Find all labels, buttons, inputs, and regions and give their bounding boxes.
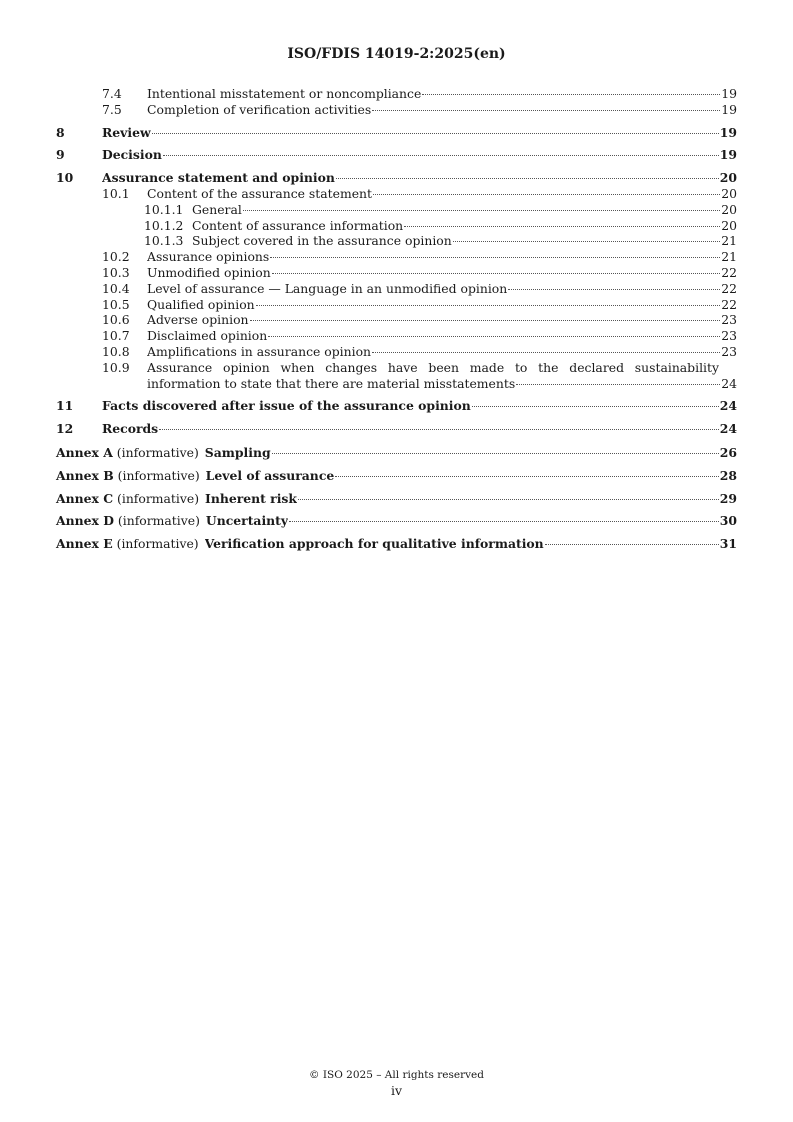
toc-entry-10-9[interactable] xyxy=(56,360,737,392)
annex-label: Annex C (informative) xyxy=(56,490,200,506)
toc-number: 9 xyxy=(56,147,65,163)
toc-entry-annex-e[interactable] xyxy=(56,536,737,552)
annex-label: Annex E (informative) xyxy=(56,536,199,552)
toc-number: 10.5 xyxy=(102,296,130,312)
toc-page: 24 xyxy=(719,421,737,437)
toc-entry-10-1-2[interactable] xyxy=(56,218,737,234)
toc-page: 23 xyxy=(721,343,737,359)
toc-page: 28 xyxy=(719,467,737,483)
toc-leader xyxy=(453,241,720,242)
toc-leader xyxy=(152,133,719,134)
toc-leader xyxy=(159,429,719,430)
toc-title: Verification approach for qualitative information xyxy=(204,536,544,552)
table-of-contents xyxy=(56,86,737,552)
toc-page: 29 xyxy=(719,490,737,506)
toc-page: 23 xyxy=(721,328,737,344)
toc-page: 20 xyxy=(721,185,737,201)
toc-leader xyxy=(268,336,720,337)
toc-leader xyxy=(404,226,720,227)
toc-number: 10.7 xyxy=(102,328,130,344)
toc-page: 19 xyxy=(721,101,737,117)
toc-title-line2: information to state that there are material misstatements xyxy=(147,375,516,391)
toc-leader xyxy=(422,94,720,95)
toc-page: 19 xyxy=(721,86,737,101)
toc-number: 10.1 xyxy=(102,185,130,201)
toc-number: 10.8 xyxy=(102,343,130,359)
toc-page: 23 xyxy=(721,312,737,328)
toc-entry-annex-d[interactable] xyxy=(56,513,737,529)
toc-leader xyxy=(372,352,720,353)
toc-entry-7-5[interactable] xyxy=(56,102,737,118)
toc-page: 22 xyxy=(721,264,737,280)
toc-leader xyxy=(243,210,720,211)
toc-title: Level of assurance — Language in an unmodified opinion xyxy=(147,280,508,296)
toc-title: Qualified opinion xyxy=(147,296,255,312)
toc-page: 20 xyxy=(719,170,737,186)
toc-entry-10-6[interactable] xyxy=(56,312,737,328)
toc-number: 12 xyxy=(56,421,74,437)
toc-leader xyxy=(372,110,720,111)
toc-number: 10 xyxy=(56,170,74,186)
toc-leader xyxy=(163,155,719,156)
toc-number: 10.9 xyxy=(102,359,130,375)
toc-entry-10-7[interactable] xyxy=(56,328,737,344)
toc-title: Unmodified opinion xyxy=(147,264,271,280)
toc-page: 22 xyxy=(721,296,737,312)
toc-title-line1: Assurance opinion when changes have been made to the declared sustainability xyxy=(147,359,719,375)
toc-number: 10.6 xyxy=(102,312,130,328)
toc-entry-8[interactable] xyxy=(56,125,737,141)
copyright-notice: © ISO 2025 – All rights reserved xyxy=(309,1069,484,1081)
toc-number: 10.2 xyxy=(102,249,130,265)
toc-entry-annex-b[interactable] xyxy=(56,468,737,484)
toc-title: General xyxy=(192,201,242,217)
toc-leader xyxy=(545,544,719,545)
toc-entry-11[interactable] xyxy=(56,398,737,414)
toc-title: Inherent risk xyxy=(205,490,297,506)
toc-page: 30 xyxy=(719,513,737,529)
toc-title: Content of assurance information xyxy=(192,217,404,233)
toc-title: Content of the assurance statement xyxy=(147,185,373,201)
toc-leader xyxy=(516,384,720,385)
toc-leader xyxy=(298,499,719,500)
annex-label: Annex A (informative) xyxy=(56,444,199,460)
toc-number: 7.4 xyxy=(102,86,122,101)
toc-entry-10-2[interactable] xyxy=(56,249,737,265)
toc-number: 10.1.3 xyxy=(144,233,184,249)
toc-title: Amplifications in assurance opinion xyxy=(147,343,372,359)
toc-entry-10[interactable] xyxy=(56,170,737,186)
annex-label: Annex D (informative) xyxy=(56,513,200,529)
toc-number: 10.1.2 xyxy=(144,217,184,233)
toc-page: 21 xyxy=(721,249,737,265)
toc-title: Assurance opinions xyxy=(147,249,270,265)
toc-page: 19 xyxy=(719,124,737,140)
toc-entry-10-1[interactable] xyxy=(56,186,737,202)
toc-number: 10.1.1 xyxy=(144,201,184,217)
toc-page: 31 xyxy=(719,536,737,552)
toc-leader xyxy=(336,178,719,179)
toc-leader xyxy=(270,257,720,258)
toc-entry-7-4[interactable] xyxy=(56,86,737,102)
toc-entry-10-1-3[interactable] xyxy=(56,233,737,249)
toc-number: 7.5 xyxy=(102,101,122,117)
toc-title: Disclaimed opinion xyxy=(147,328,268,344)
toc-entry-10-4[interactable] xyxy=(56,281,737,297)
toc-entry-10-3[interactable] xyxy=(56,265,737,281)
toc-entry-10-5[interactable] xyxy=(56,297,737,313)
toc-entry-10-8[interactable] xyxy=(56,344,737,360)
toc-page: 19 xyxy=(719,147,737,163)
toc-entry-10-1-1[interactable] xyxy=(56,202,737,218)
toc-page: 20 xyxy=(721,217,737,233)
toc-leader xyxy=(250,320,721,321)
toc-title: Intentional misstatement or noncompliance xyxy=(147,86,422,101)
toc-title: Uncertainty xyxy=(205,513,289,529)
toc-page: 24 xyxy=(721,375,737,391)
toc-page: 24 xyxy=(719,398,737,414)
toc-leader xyxy=(289,521,719,522)
toc-entry-12[interactable] xyxy=(56,421,737,437)
page-footer xyxy=(0,1067,793,1099)
toc-leader xyxy=(373,194,720,195)
toc-title: Sampling xyxy=(204,444,271,460)
toc-number: 8 xyxy=(56,124,65,140)
toc-leader xyxy=(472,406,719,407)
toc-leader xyxy=(508,289,720,290)
toc-entry-9[interactable] xyxy=(56,147,737,163)
toc-title: Completion of verification activities xyxy=(147,101,372,117)
toc-title: Level of assurance xyxy=(205,467,335,483)
toc-number: 10.4 xyxy=(102,280,130,296)
page-number: iv xyxy=(390,1083,403,1098)
toc-title: Adverse opinion xyxy=(147,312,249,328)
toc-number: 10.3 xyxy=(102,264,130,280)
toc-title: Subject covered in the assurance opinion xyxy=(192,233,452,249)
toc-page: 26 xyxy=(719,444,737,460)
toc-leader xyxy=(272,273,720,274)
toc-entry-annex-c[interactable] xyxy=(56,491,737,507)
toc-title: Decision xyxy=(102,147,162,163)
toc-title: Records xyxy=(102,421,159,437)
toc-title: Review xyxy=(102,124,151,140)
toc-entry-annex-a[interactable] xyxy=(56,445,737,461)
toc-title: Facts discovered after issue of the assurance opinion xyxy=(102,398,471,414)
annex-label: Annex B (informative) xyxy=(56,467,200,483)
toc-number: 11 xyxy=(56,398,74,414)
toc-leader xyxy=(272,453,719,454)
toc-page: 21 xyxy=(721,233,737,249)
document-id-header: ISO/FDIS 14019-2:2025(en) xyxy=(287,46,506,62)
toc-title: Assurance statement and opinion xyxy=(102,170,335,186)
toc-leader xyxy=(335,476,719,477)
toc-page: 20 xyxy=(721,201,737,217)
toc-leader xyxy=(256,305,721,306)
toc-page: 22 xyxy=(721,280,737,296)
